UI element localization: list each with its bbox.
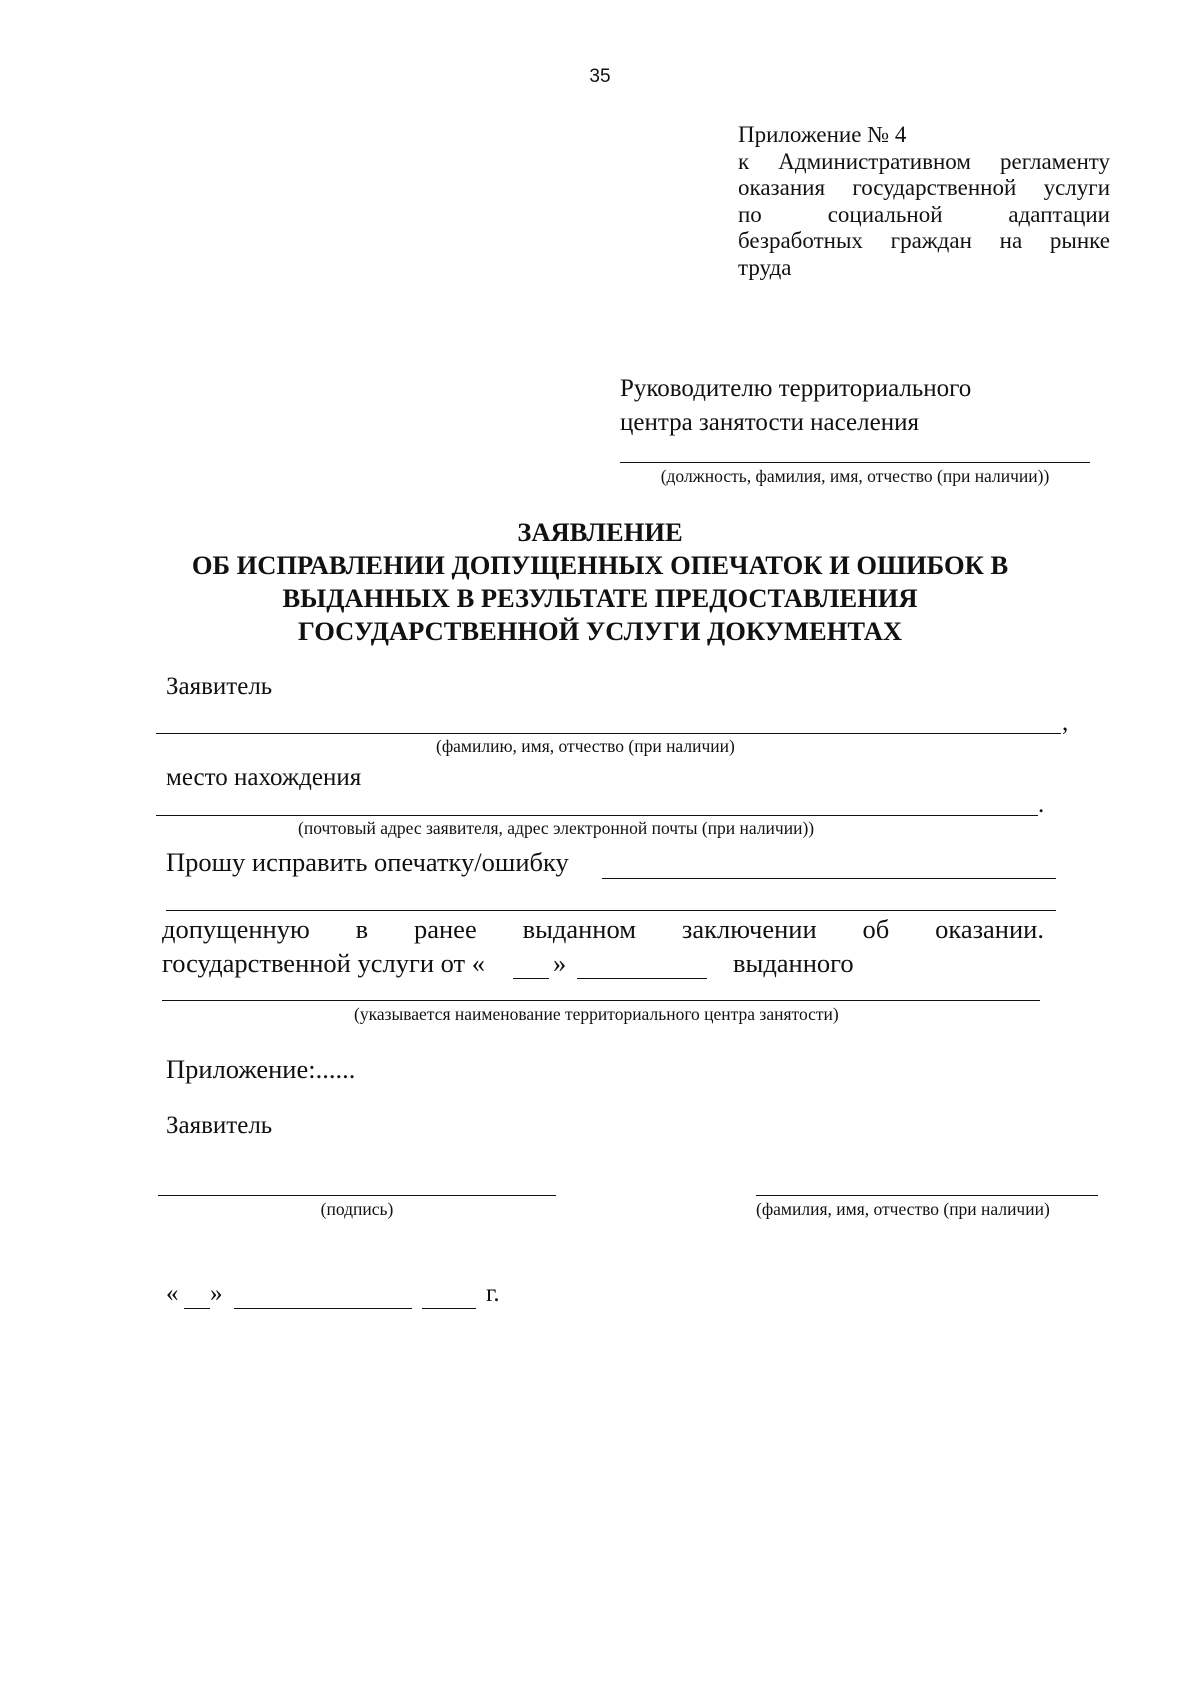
signer-name-caption: (фамилия, имя, отчество (при наличии) (756, 1199, 1050, 1219)
annex-line-6: труда (738, 254, 792, 280)
annex-line-3: оказания государственной услуги (738, 175, 1110, 200)
annex-line-2: к Административном регламенту (738, 148, 1110, 174)
addressee-caption: (должность, фамилия, имя, отчество (при наличии)) (660, 466, 1050, 486)
location-caption: (почтовый адрес заявителя, адрес электронной почты (при наличии)) (298, 818, 815, 838)
applicant-name-caption: (фамилию, имя, отчество (при наличии) (436, 736, 735, 756)
applicant-label: Заявитель (166, 673, 273, 700)
request-word-5: заключении (681, 914, 817, 944)
document-title (0, 516, 1200, 648)
applicant-name-line[interactable] (156, 733, 1061, 734)
error-description-line-1[interactable] (602, 878, 1056, 879)
request-line-2 (162, 914, 1044, 945)
date-year-suffix: г. (486, 1280, 500, 1307)
date-open-quote: « (166, 1280, 179, 1307)
title-line-2: ОБ ИСПРАВЛЕНИИ ДОПУЩЕННЫХ ОПЕЧАТОК И ОШИБОК В (191, 550, 1009, 580)
error-description-line-2[interactable] (166, 910, 1056, 911)
request-line-3-start: государственной услуги от « (162, 948, 486, 978)
date-day-line[interactable] (184, 1308, 210, 1309)
location-label: место нахождения (166, 764, 362, 791)
page-number: 35 (589, 66, 611, 87)
annex-line-5: безработных граждан на рынке (738, 228, 1110, 253)
date-close-quote: » (210, 1280, 223, 1307)
request-line-3-end: выданного (733, 948, 854, 978)
center-name-line[interactable] (162, 1000, 1040, 1001)
signature-applicant-label: Заявитель (166, 1112, 273, 1139)
request-line-3-quote: » (553, 948, 567, 978)
annex-line-4: по социальной адаптации (738, 201, 1110, 227)
request-line-1: Прошу исправить опечатку/ошибку (166, 847, 569, 877)
annex-block (738, 122, 1110, 281)
addressee-block (620, 372, 971, 440)
signature-caption: (подпись) (320, 1199, 394, 1219)
applicant-name-comma: , (1062, 709, 1069, 736)
request-word-6: об (862, 914, 890, 944)
date-month-line[interactable] (234, 1308, 412, 1309)
title-line-4: ГОСУДАРСТВЕННОЙ УСЛУГИ ДОКУМЕНТАХ (298, 616, 902, 646)
location-line[interactable] (156, 815, 1038, 816)
issue-month-year-line[interactable] (577, 978, 707, 979)
signature-line[interactable] (158, 1195, 556, 1196)
attachment-label: Приложение:...... (166, 1054, 356, 1084)
request-word-2: в (355, 914, 369, 944)
title-line-1: ЗАЯВЛЕНИЕ (517, 517, 683, 547)
addressee-underline[interactable] (620, 462, 1090, 463)
issue-day-line[interactable] (513, 978, 549, 979)
request-word-4: выданном (522, 914, 637, 944)
addressee-line-1: Руководителю территориального (620, 375, 972, 402)
location-period: . (1038, 791, 1045, 818)
request-word-7: оказании. (935, 914, 1044, 944)
addressee-line-2: центра занятости населения (620, 409, 919, 436)
request-word-3: ранее (413, 914, 477, 944)
signer-name-line[interactable] (756, 1195, 1098, 1196)
request-word-1: допущенную (162, 914, 310, 944)
title-line-3: ВЫДАННЫХ В РЕЗУЛЬТАТЕ ПРЕДОСТАВЛЕНИЯ (282, 583, 918, 613)
annex-line-1: Приложение № 4 (738, 122, 907, 147)
date-year-line[interactable] (422, 1308, 476, 1309)
center-name-caption: (указывается наименование территориального центра занятости) (354, 1004, 839, 1024)
